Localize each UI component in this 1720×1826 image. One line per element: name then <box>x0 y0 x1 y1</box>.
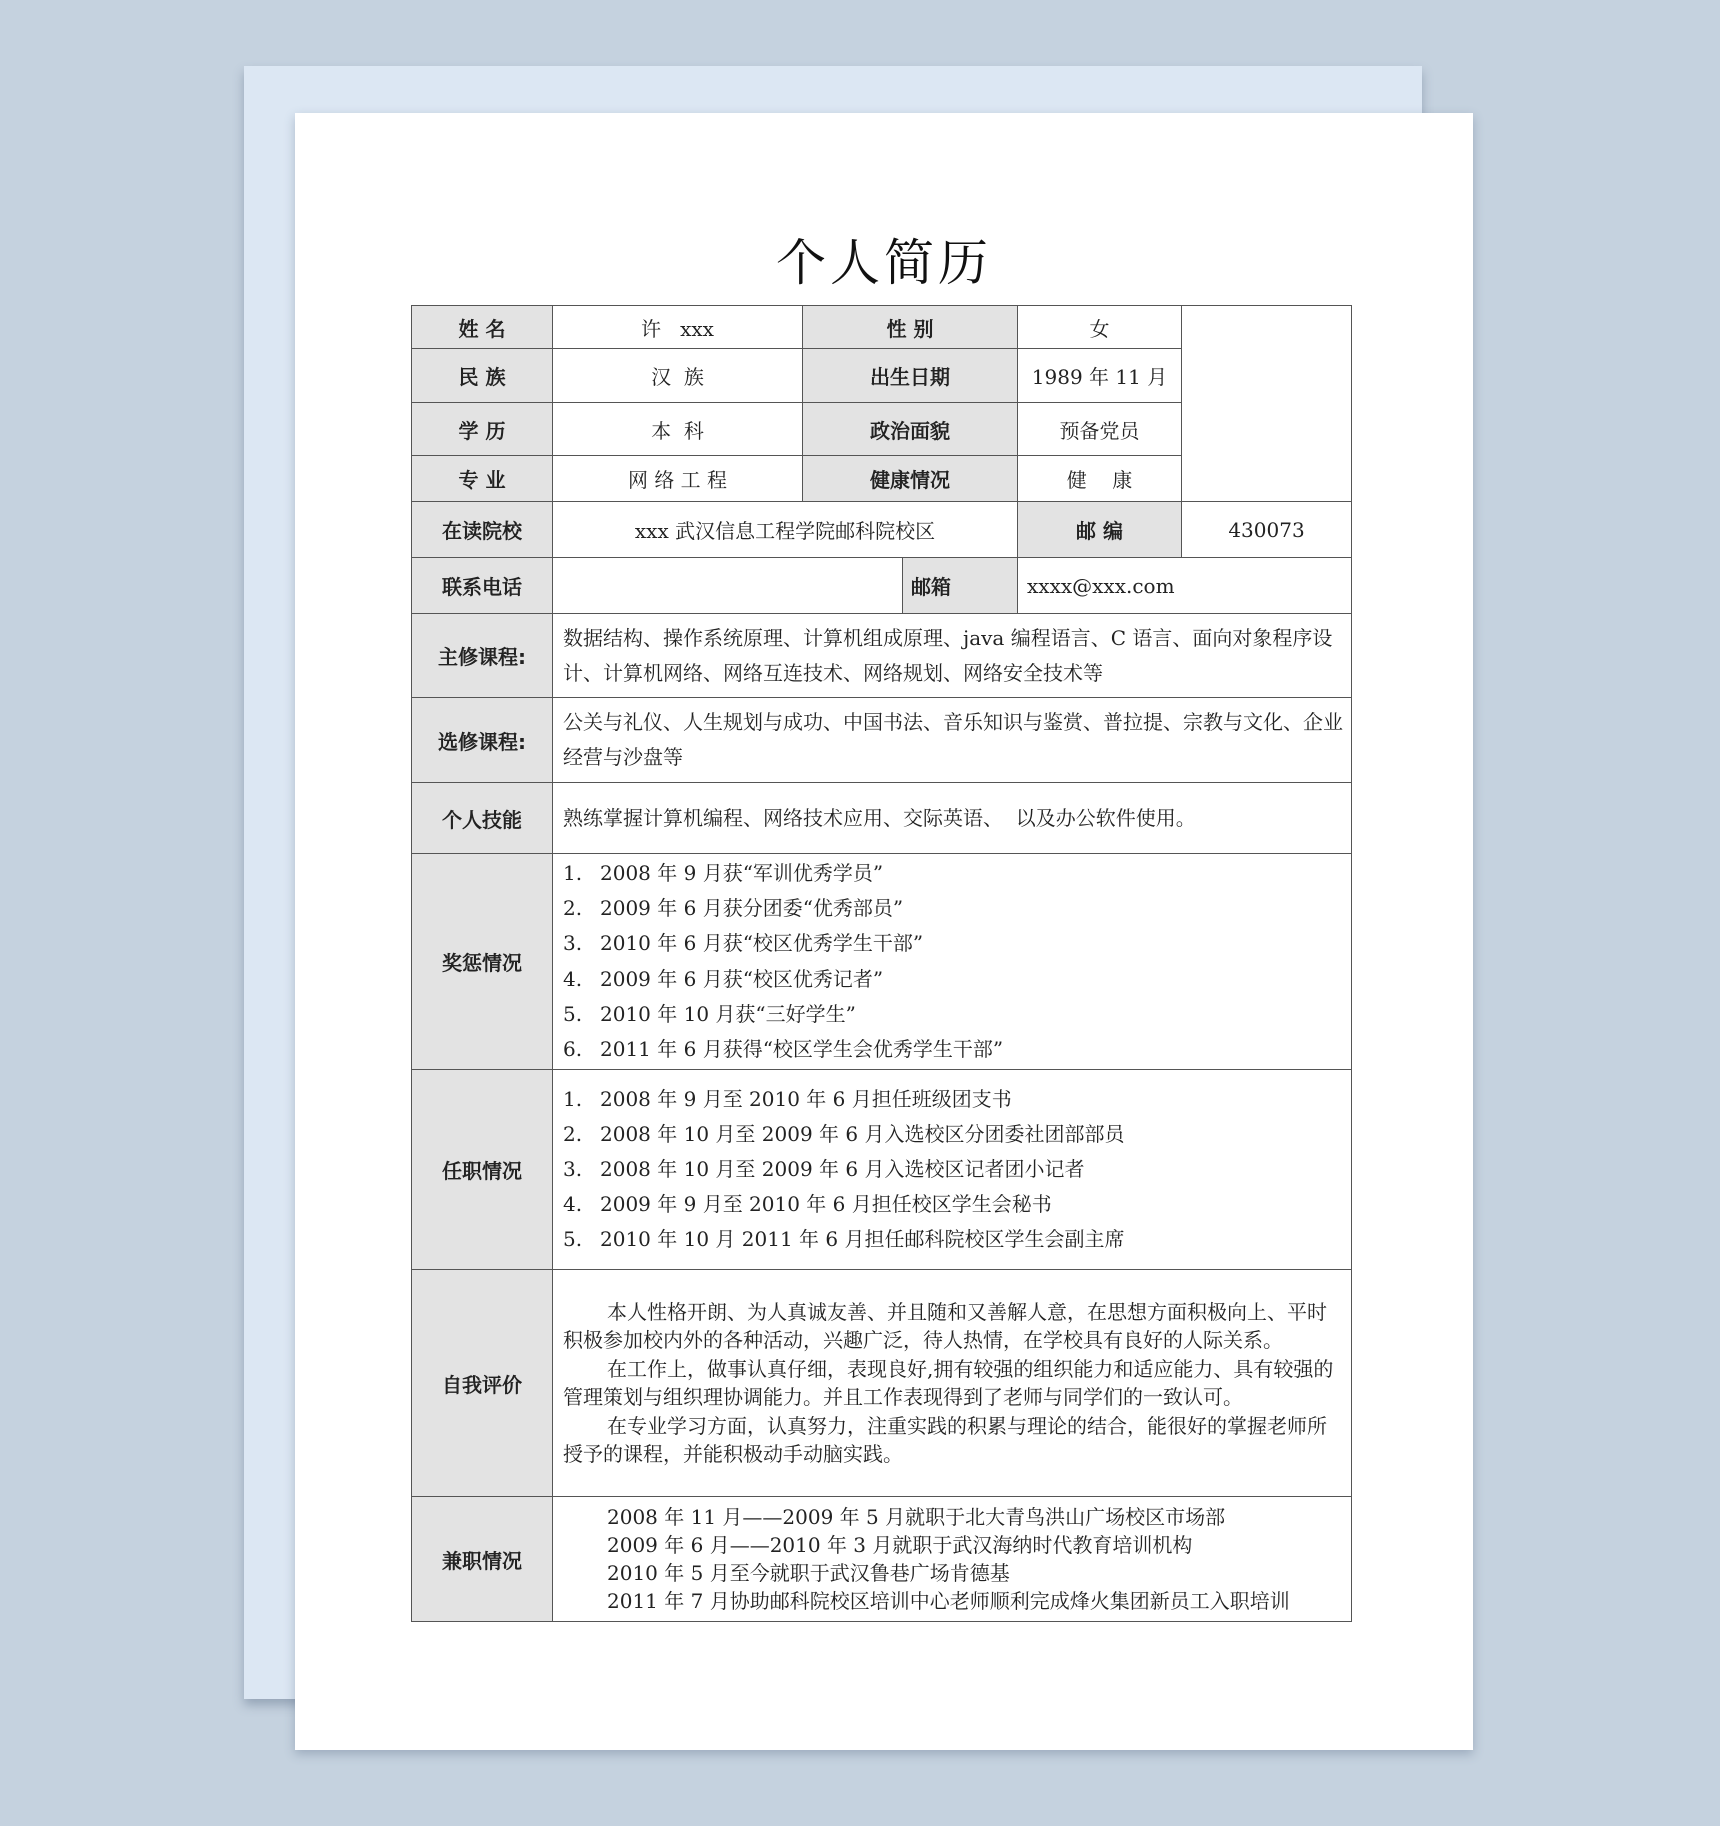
list-item: 4. 2009 年 6 月获“校区优秀记者” <box>563 966 884 991</box>
list-item: 5. 2010 年 10 月 2011 年 6 月担任邮科院校区学生会副主席 <box>563 1227 1125 1252</box>
photo-area <box>1182 306 1352 502</box>
row-contact <box>412 558 1352 614</box>
list-item: 2008 年 11 月——2009 年 5 月就职于北大青鸟洪山广场校区市场部 <box>607 1505 1226 1530</box>
row-self-evaluation <box>412 1270 1352 1497</box>
list-item: 2009 年 6 月——2010 年 3 月就职于武汉海纳时代教育培训机构 <box>607 1533 1193 1558</box>
self-evaluation-paragraph: 本人性格开朗、为人真诚友善、并且随和又善解人意，在思想方面积极向上、平时积极参加校内外的各种活动，兴趣广泛，待人热情，在学校具有良好的人际关系。 <box>563 1299 1327 1353</box>
row-positions <box>412 1070 1352 1270</box>
row-awards <box>412 854 1352 1070</box>
self-evaluation-paragraph: 在工作上，做事认真仔细，表现良好,拥有较强的组织能力和适应能力、具有较强的管理策划与组织理协调能力。并且工作表现得到了老师与同学们的一致认可。 <box>563 1356 1334 1410</box>
positions-cell <box>553 1070 1352 1270</box>
part-time-label: 兼职情况 <box>412 1497 553 1622</box>
list-item: 2. 2008 年 10 月至 2009 年 6 月入选校区分团委社团部部员 <box>563 1121 1125 1146</box>
ethnicity-label: 民 族 <box>412 349 553 403</box>
political-label: 政治面貌 <box>803 403 1018 456</box>
education-value: 本 科 <box>553 403 803 456</box>
resume-page <box>295 113 1473 1750</box>
row-elective-courses <box>412 698 1352 783</box>
list-item: 2. 2009 年 6 月获分团委“优秀部员” <box>563 896 904 921</box>
positions-list <box>553 1080 1351 1260</box>
list-item: 1. 2008 年 9 月至 2010 年 6 月担任班级团支书 <box>563 1086 1012 1111</box>
health-value: 健 康 <box>1018 456 1182 502</box>
self-evaluation-paragraph: 在专业学习方面，认真努力，注重实践的积累与理论的结合，能很好的掌握老师所授予的课程，并能积极动手动脑实践。 <box>563 1413 1327 1467</box>
row-skills <box>412 783 1352 854</box>
list-item: 3. 2008 年 10 月至 2009 年 6 月入选校区记者团小记者 <box>563 1157 1085 1182</box>
phone-value <box>553 558 903 614</box>
list-item: 2010 年 5 月至今就职于武汉鲁巷广场肯德基 <box>607 1561 1010 1586</box>
birth-label: 出生日期 <box>803 349 1018 403</box>
email-value: xxxx@xxx.com <box>1018 558 1352 614</box>
gender-label: 性 别 <box>803 306 1018 349</box>
elective-courses-text: 公关与礼仪、人生规划与成功、中国书法、音乐知识与鉴赏、普拉提、宗教与文化、企业经营与沙盘等 <box>553 698 1352 783</box>
list-item: 3. 2010 年 6 月获“校区优秀学生干部” <box>563 931 924 956</box>
row-school <box>412 502 1352 558</box>
skills-text: 熟练掌握计算机编程、网络技术应用、交际英语、 以及办公软件使用。 <box>553 783 1352 854</box>
list-item: 4. 2009 年 9 月至 2010 年 6 月担任校区学生会秘书 <box>563 1192 1052 1217</box>
list-item: 5. 2010 年 10 月获“三好学生” <box>563 1001 856 1026</box>
row-part-time <box>412 1497 1352 1622</box>
zip-label: 邮 编 <box>1018 502 1182 558</box>
elective-courses-label: 选修课程: <box>412 698 553 783</box>
major-courses-label: 主修课程: <box>412 614 553 698</box>
name-value: 许 xxx <box>553 306 803 349</box>
self-evaluation-label: 自我评价 <box>412 1270 553 1497</box>
page-title: 个人简历 <box>776 234 992 292</box>
self-evaluation-cell <box>553 1270 1352 1497</box>
list-item: 2011 年 7 月协助邮科院校区培训中心老师顺利完成烽火集团新员工入职培训 <box>607 1589 1290 1614</box>
awards-list <box>553 854 1351 1069</box>
list-item: 1. 2008 年 9 月获“军训优秀学员” <box>563 861 884 885</box>
political-value: 预备党员 <box>1018 403 1182 456</box>
major-value: 网 络 工 程 <box>553 456 803 502</box>
phone-label: 联系电话 <box>412 558 553 614</box>
skills-label: 个人技能 <box>412 783 553 854</box>
major-label: 专 业 <box>412 456 553 502</box>
email-label: 邮箱 <box>903 558 1018 614</box>
row-name <box>412 306 1352 349</box>
awards-label: 奖惩情况 <box>412 854 553 1070</box>
awards-cell <box>553 854 1352 1070</box>
school-label: 在读院校 <box>412 502 553 558</box>
resume-table <box>411 305 1352 1622</box>
gender-value: 女 <box>1018 306 1182 349</box>
education-label: 学 历 <box>412 403 553 456</box>
school-value: xxx 武汉信息工程学院邮科院校区 <box>553 502 1018 558</box>
row-major-courses <box>412 614 1352 698</box>
list-item: 6. 2011 年 6 月获得“校区学生会优秀学生干部” <box>563 1036 1004 1061</box>
positions-label: 任职情况 <box>412 1070 553 1270</box>
health-label: 健康情况 <box>803 456 1018 502</box>
part-time-cell <box>553 1497 1352 1622</box>
birth-value: 1989 年 11 月 <box>1018 349 1182 403</box>
zip-value: 430073 <box>1182 502 1352 558</box>
major-courses-text: 数据结构、操作系统原理、计算机组成原理、java 编程语言、C 语言、面向对象程序设计、计算机网络、网络互连技术、网络规划、网络安全技术等 <box>553 614 1352 698</box>
name-label: 姓 名 <box>412 306 553 349</box>
ethnicity-value: 汉 族 <box>553 349 803 403</box>
